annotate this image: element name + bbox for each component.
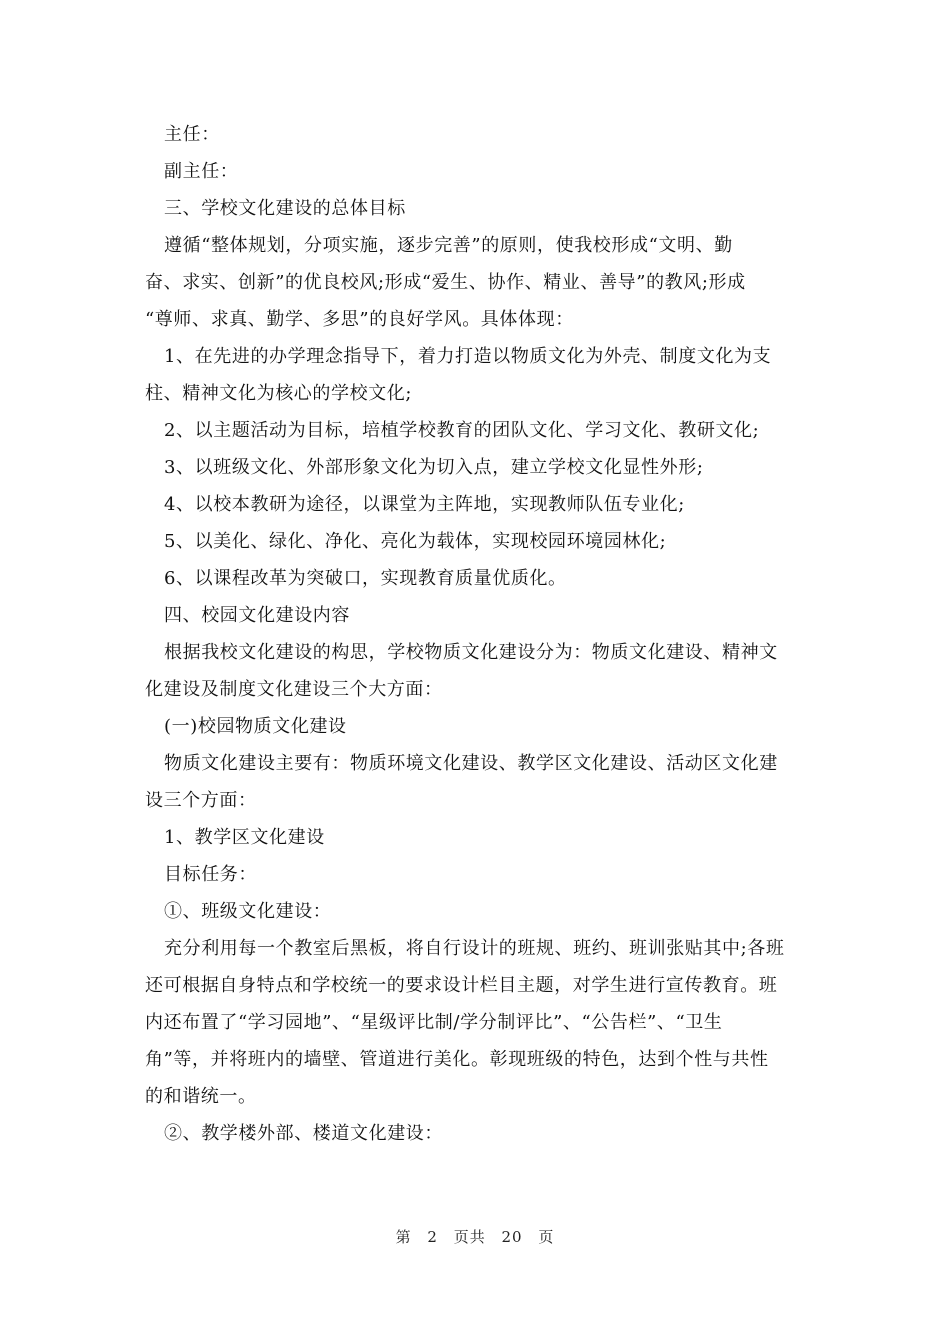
footer-suffix: 页 [538, 1228, 555, 1246]
text-line: 主任： [164, 124, 220, 145]
text-line: 柱、精神文化为核心的学校文化; [145, 383, 413, 404]
text-line: 角”等，并将班内的墙壁、管道进行美化。彰现班级的特色，达到个性与共性 [145, 1049, 769, 1070]
text-line: 的和谐统一。 [145, 1086, 257, 1107]
footer-total-pages: 20 [501, 1228, 523, 1246]
text-line: 副主任： [164, 161, 239, 182]
subsection-heading: ②、教学楼外部、楼道文化建设： [164, 1123, 443, 1144]
list-item: 4、以校本教研为途径，以课堂为主阵地，实现教师队伍专业化; [164, 494, 685, 515]
list-item: 6、以课程改革为突破口，实现教育质量优质化。 [164, 568, 567, 589]
section-heading: 三、学校文化建设的总体目标 [164, 198, 406, 219]
list-item: 1、在先进的办学理念指导下，着力打造以物质文化为外壳、制度文化为支 [164, 346, 772, 367]
page-footer [0, 1226, 950, 1247]
list-item: 2、以主题活动为目标，培植学校教育的团队文化、学习文化、教研文化; [164, 420, 760, 441]
text-line: 充分利用每一个教室后黑板，将自行设计的班规、班约、班训张贴其中;各班 [164, 938, 785, 959]
subsection-heading: 1、教学区文化建设 [164, 827, 325, 848]
text-line: 奋、求实、创新”的优良校风;形成“爱生、协作、精业、善导”的教风;形成 [145, 272, 746, 293]
section-heading: 四、校园文化建设内容 [164, 605, 350, 626]
text-line: 内还布置了“学习园地”、“星级评比制/学分制评比”、“公告栏”、“卫生 [145, 1012, 723, 1033]
text-line: 遵循“整体规划，分项实施，逐步完善”的原则，使我校形成“文明、勤 [164, 235, 733, 256]
footer-page-number: 2 [427, 1228, 438, 1246]
text-line: 设三个方面： [145, 790, 257, 811]
text-line: 化建设及制度文化建设三个大方面： [145, 679, 443, 700]
document-body [145, 116, 810, 1152]
text-line: 根据我校文化建设的构思，学校物质文化建设分为：物质文化建设、精神文 [164, 642, 778, 663]
subsection-heading: ①、班级文化建设： [164, 901, 332, 922]
text-line: “尊师、求真、勤学、多思”的良好学风。具体体现： [145, 309, 574, 330]
list-item: 3、以班级文化、外部形象文化为切入点，建立学校文化显性外形; [164, 457, 704, 478]
list-item: 5、以美化、绿化、净化、亮化为载体，实现校园环境园林化; [164, 531, 667, 552]
text-line: 还可根据自身特点和学校统一的要求设计栏目主题，对学生进行宣传教育。班 [145, 975, 778, 996]
text-line: 目标任务： [164, 864, 257, 885]
footer-prefix: 第 [395, 1228, 412, 1246]
subsection-heading: (一)校园物质文化建设 [164, 716, 347, 737]
text-line: 物质文化建设主要有：物质环境文化建设、教学区文化建设、活动区文化建 [164, 753, 778, 774]
footer-middle: 页共 [453, 1228, 486, 1246]
